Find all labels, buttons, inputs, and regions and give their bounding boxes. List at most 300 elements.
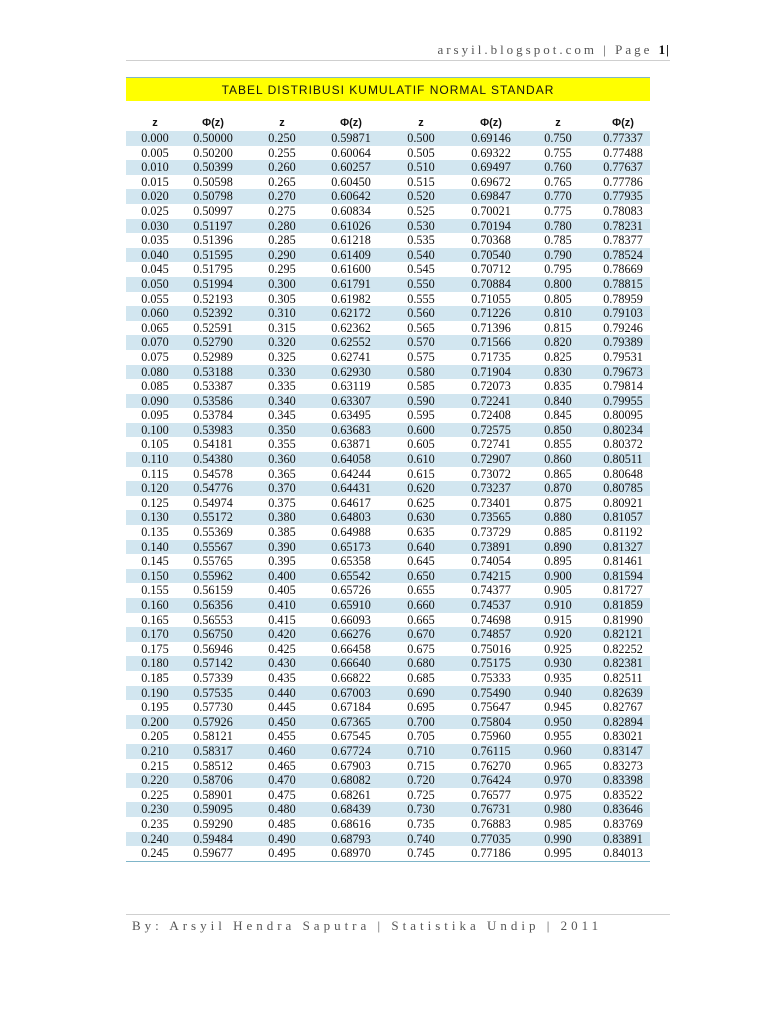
phi-value-cell: 0.67003 [322,686,380,701]
phi-value-cell: 0.75804 [462,715,520,730]
phi-value-cell: 0.75333 [471,670,511,685]
phi-value-cell: 0.51795 [193,262,233,277]
phi-value-cell: 0.60834 [331,203,371,218]
z-value-cell: 0.205 [141,729,169,744]
z-value-cell: 0.355 [268,437,296,452]
phi-value-cell: 0.73401 [471,495,511,510]
phi-value-cell: 0.77637 [596,160,650,175]
z-value-cell: 0.900 [520,569,596,584]
phi-value-cell: 0.79389 [596,335,650,350]
z-value-cell: 0.230 [126,802,184,817]
z-value-cell: 0.050 [126,277,184,292]
phi-value-cell: 0.72408 [471,408,511,423]
phi-value-cell: 0.59871 [322,131,380,146]
z-value-cell: 0.995 [520,846,596,861]
phi-value-cell: 0.79673 [596,365,650,380]
table-row [126,583,650,598]
phi-value-cell: 0.52392 [184,306,242,321]
z-value-cell: 0.145 [141,554,169,569]
footer-divider [126,914,670,915]
phi-value-cell: 0.58706 [184,773,242,788]
phi-value-cell: 0.55765 [193,554,233,569]
z-value-cell: 0.955 [544,729,572,744]
z-value-cell: 0.800 [520,277,596,292]
phi-value-cell: 0.72241 [462,394,520,409]
z-value-cell: 0.990 [520,832,596,847]
phi-value-cell: 0.73237 [462,481,520,496]
z-value-cell: 0.095 [141,408,169,423]
z-value-cell: 0.710 [380,744,462,759]
phi-value-cell: 0.56553 [193,612,233,627]
z-value-cell: 0.715 [407,758,435,773]
table-row [126,277,650,292]
column-header-z: z [279,116,285,129]
phi-value-cell: 0.63495 [331,408,371,423]
z-value-cell: 0.895 [544,554,572,569]
phi-value-cell: 0.76731 [462,802,520,817]
z-value-cell: 0.785 [544,233,572,248]
phi-value-cell: 0.63119 [331,379,371,394]
phi-value-cell: 0.63307 [322,394,380,409]
phi-value-cell: 0.78669 [603,262,643,277]
phi-value-cell: 0.71904 [462,365,520,380]
phi-value-cell: 0.82381 [596,656,650,671]
z-value-cell: 0.910 [520,598,596,613]
header-divider [126,60,670,61]
phi-value-cell: 0.53784 [193,408,233,423]
z-value-cell: 0.035 [141,233,169,248]
z-value-cell: 0.640 [380,540,462,555]
phi-value-cell: 0.55369 [193,525,233,540]
phi-value-cell: 0.58901 [193,787,233,802]
z-value-cell: 0.250 [242,131,322,146]
z-value-cell: 0.125 [141,495,169,510]
phi-value-cell: 0.68970 [322,846,380,861]
table-header-row [126,115,650,131]
z-value-cell: 0.735 [407,816,435,831]
phi-value-cell: 0.73565 [462,510,520,525]
z-value-cell: 0.295 [268,262,296,277]
phi-value-cell: 0.68793 [322,832,380,847]
z-value-cell: 0.200 [126,715,184,730]
phi-value-cell: 0.80785 [596,481,650,496]
phi-value-cell: 0.58121 [193,729,233,744]
z-value-cell: 0.825 [544,349,572,364]
phi-value-cell: 0.62741 [331,349,371,364]
z-value-cell: 0.740 [380,832,462,847]
z-value-cell: 0.530 [380,219,462,234]
phi-value-cell: 0.53387 [193,379,233,394]
page-footer: By: Arsyil Hendra Saputra | Statistika Undip | 2011 [132,918,603,933]
z-value-cell: 0.615 [407,466,435,481]
phi-value-cell: 0.81327 [596,540,650,555]
phi-value-cell: 0.68439 [322,802,380,817]
phi-value-cell: 0.54974 [193,495,233,510]
z-value-cell: 0.925 [544,641,572,656]
phi-value-cell: 0.64803 [322,510,380,525]
z-value-cell: 0.845 [544,408,572,423]
z-value-cell: 0.920 [520,627,596,642]
z-value-cell: 0.360 [242,452,322,467]
column-header-z: z [555,116,561,129]
phi-value-cell: 0.72073 [471,379,511,394]
z-value-cell: 0.860 [520,452,596,467]
z-value-cell: 0.075 [141,349,169,364]
z-value-cell: 0.045 [141,262,169,277]
table-row [126,817,650,832]
phi-value-cell: 0.76270 [471,758,511,773]
table-row [126,219,650,234]
table-row [126,773,650,788]
table-row [126,554,650,569]
phi-value-cell: 0.83147 [596,744,650,759]
phi-value-cell: 0.74054 [471,554,511,569]
table-row [126,175,650,190]
z-value-cell: 0.775 [544,203,572,218]
z-value-cell: 0.025 [141,203,169,218]
z-value-cell: 0.760 [520,160,596,175]
table-row [126,189,650,204]
phi-value-cell: 0.81594 [596,569,650,584]
table-row [126,204,650,219]
phi-value-cell: 0.79955 [596,394,650,409]
z-value-cell: 0.700 [380,715,462,730]
phi-value-cell: 0.72741 [471,437,511,452]
z-value-cell: 0.515 [407,174,435,189]
phi-value-cell: 0.69847 [462,189,520,204]
phi-value-cell: 0.56750 [184,627,242,642]
table-row [126,233,650,248]
z-value-cell: 0.945 [544,700,572,715]
phi-value-cell: 0.70194 [462,219,520,234]
page-label: Page [615,42,653,57]
z-value-cell: 0.310 [242,306,322,321]
phi-value-cell: 0.56159 [193,583,233,598]
z-value-cell: 0.465 [268,758,296,773]
phi-value-cell: 0.81859 [596,598,650,613]
phi-value-cell: 0.59290 [193,816,233,831]
z-value-cell: 0.420 [242,627,322,642]
phi-value-cell: 0.51994 [184,277,242,292]
table-row [126,788,650,803]
table-row [126,481,650,496]
phi-value-cell: 0.69497 [462,160,520,175]
z-value-cell: 0.815 [544,320,572,335]
phi-value-cell: 0.54776 [184,481,242,496]
z-value-cell: 0.965 [544,758,572,773]
z-value-cell: 0.435 [268,670,296,685]
phi-value-cell: 0.53586 [184,394,242,409]
z-value-cell: 0.335 [268,379,296,394]
z-value-cell: 0.265 [268,174,296,189]
phi-value-cell: 0.66640 [322,656,380,671]
phi-value-cell: 0.71226 [462,306,520,321]
phi-value-cell: 0.53188 [184,365,242,380]
z-value-cell: 0.670 [380,627,462,642]
phi-value-cell: 0.64988 [331,525,371,540]
phi-value-cell: 0.76577 [471,787,511,802]
z-value-cell: 0.455 [268,729,296,744]
z-value-cell: 0.170 [126,627,184,642]
z-value-cell: 0.795 [544,262,572,277]
z-value-cell: 0.665 [407,612,435,627]
phi-value-cell: 0.77337 [596,131,650,146]
phi-value-cell: 0.51197 [184,219,242,234]
z-value-cell: 0.725 [407,787,435,802]
table-row [126,146,650,161]
table-row [126,131,650,146]
z-value-cell: 0.040 [126,248,184,263]
phi-value-cell: 0.52989 [193,349,233,364]
phi-value-cell: 0.76424 [462,773,520,788]
phi-value-cell: 0.80372 [603,437,643,452]
z-value-cell: 0.555 [407,291,435,306]
phi-value-cell: 0.72575 [462,423,520,438]
phi-value-cell: 0.66276 [322,627,380,642]
phi-value-cell: 0.83273 [603,758,643,773]
z-value-cell: 0.060 [126,306,184,321]
z-value-cell: 0.985 [544,816,572,831]
phi-value-cell: 0.64431 [322,481,380,496]
column-header-phi: Φ(z) [202,116,224,129]
z-value-cell: 0.495 [242,846,322,861]
z-value-cell: 0.330 [242,365,322,380]
phi-value-cell: 0.70884 [462,277,520,292]
z-value-cell: 0.585 [407,379,435,394]
phi-value-cell: 0.50000 [184,131,242,146]
phi-value-cell: 0.74377 [471,583,511,598]
z-value-cell: 0.755 [544,145,572,160]
z-value-cell: 0.905 [544,583,572,598]
z-value-cell: 0.750 [520,131,596,146]
phi-value-cell: 0.82767 [603,700,643,715]
z-value-cell: 0.950 [520,715,596,730]
phi-value-cell: 0.66458 [331,641,371,656]
phi-value-cell: 0.61218 [331,233,371,248]
z-value-cell: 0.705 [407,729,435,744]
phi-value-cell: 0.70368 [471,233,511,248]
phi-value-cell: 0.62930 [322,365,380,380]
table-row [126,248,650,263]
z-value-cell: 0.015 [141,174,169,189]
z-value-cell: 0.370 [242,481,322,496]
phi-value-cell: 0.80921 [603,495,643,510]
z-value-cell: 0.375 [268,495,296,510]
phi-value-cell: 0.76115 [462,744,520,759]
table-row [126,540,650,555]
z-value-cell: 0.100 [126,423,184,438]
phi-value-cell: 0.77488 [603,145,643,160]
phi-value-cell: 0.74537 [462,598,520,613]
column-header-phi: Φ(z) [480,116,502,129]
z-value-cell: 0.630 [380,510,462,525]
table-row [126,292,650,307]
phi-value-cell: 0.54181 [193,437,233,452]
z-value-cell: 0.445 [268,700,296,715]
z-value-cell: 0.645 [407,554,435,569]
z-value-cell: 0.855 [544,437,572,452]
z-value-cell: 0.605 [407,437,435,452]
table-row [126,365,650,380]
z-value-cell: 0.290 [242,248,322,263]
phi-value-cell: 0.68082 [322,773,380,788]
phi-value-cell: 0.56946 [193,641,233,656]
z-value-cell: 0.980 [520,802,596,817]
table-row [126,642,650,657]
z-value-cell: 0.185 [141,670,169,685]
z-value-cell: 0.685 [407,670,435,685]
phi-value-cell: 0.78377 [603,233,643,248]
phi-value-cell: 0.51595 [184,248,242,263]
phi-value-cell: 0.57339 [193,670,233,685]
phi-value-cell: 0.62362 [331,320,371,335]
table-row [126,627,650,642]
table-row [126,306,650,321]
table-row [126,525,650,540]
z-value-cell: 0.975 [544,787,572,802]
phi-value-cell: 0.61791 [322,277,380,292]
z-value-cell: 0.660 [380,598,462,613]
z-value-cell: 0.110 [126,452,184,467]
z-value-cell: 0.225 [141,787,169,802]
z-value-cell: 0.470 [242,773,322,788]
phi-value-cell: 0.51396 [193,233,233,248]
z-value-cell: 0.765 [544,174,572,189]
z-value-cell: 0.365 [268,466,296,481]
z-value-cell: 0.460 [242,744,322,759]
phi-value-cell: 0.81057 [596,510,650,525]
z-value-cell: 0.305 [268,291,296,306]
z-value-cell: 0.150 [126,569,184,584]
phi-value-cell: 0.74698 [471,612,511,627]
table-title-bar [126,77,650,101]
phi-value-cell: 0.79531 [603,349,643,364]
column-header-phi: Φ(z) [612,116,634,129]
table-row [126,759,650,774]
phi-value-cell: 0.82252 [603,641,643,656]
normal-distribution-table [126,115,650,862]
z-value-cell: 0.770 [520,189,596,204]
z-value-cell: 0.165 [141,612,169,627]
phi-value-cell: 0.67545 [331,729,371,744]
z-value-cell: 0.595 [407,408,435,423]
table-row [126,613,650,628]
z-value-cell: 0.000 [126,131,184,146]
phi-value-cell: 0.65542 [322,569,380,584]
table-row [126,569,650,584]
phi-value-cell: 0.81990 [603,612,643,627]
phi-value-cell: 0.61600 [331,262,371,277]
site-name: arsyil.blogspot.com [437,42,597,57]
z-value-cell: 0.400 [242,569,322,584]
z-value-cell: 0.055 [141,291,169,306]
z-value-cell: 0.390 [242,540,322,555]
phi-value-cell: 0.65358 [331,554,371,569]
phi-value-cell: 0.71396 [471,320,511,335]
table-row [126,686,650,701]
phi-value-cell: 0.80648 [603,466,643,481]
z-value-cell: 0.140 [126,540,184,555]
z-value-cell: 0.245 [126,846,184,861]
z-value-cell: 0.405 [268,583,296,598]
table-row [126,452,650,467]
z-value-cell: 0.850 [520,423,596,438]
phi-value-cell: 0.81727 [603,583,643,598]
z-value-cell: 0.010 [126,160,184,175]
phi-value-cell: 0.64058 [322,452,380,467]
phi-value-cell: 0.76883 [471,816,511,831]
z-value-cell: 0.695 [407,700,435,715]
phi-value-cell: 0.59484 [184,832,242,847]
z-value-cell: 0.885 [544,525,572,540]
z-value-cell: 0.970 [520,773,596,788]
z-value-cell: 0.730 [380,802,462,817]
phi-value-cell: 0.80095 [603,408,643,423]
z-value-cell: 0.650 [380,569,462,584]
phi-value-cell: 0.50399 [184,160,242,175]
z-value-cell: 0.505 [407,145,435,160]
phi-value-cell: 0.57535 [184,686,242,701]
z-value-cell: 0.210 [126,744,184,759]
phi-value-cell: 0.77786 [603,174,643,189]
phi-value-cell: 0.84013 [596,846,650,861]
z-value-cell: 0.525 [407,203,435,218]
phi-value-cell: 0.55567 [184,540,242,555]
phi-value-cell: 0.78959 [603,291,643,306]
z-value-cell: 0.415 [268,612,296,627]
phi-value-cell: 0.81461 [603,554,643,569]
z-value-cell: 0.005 [141,145,169,160]
phi-value-cell: 0.70712 [471,262,511,277]
z-value-cell: 0.870 [520,481,596,496]
phi-value-cell: 0.78524 [596,248,650,263]
table-row [126,160,650,175]
z-value-cell: 0.840 [520,394,596,409]
phi-value-cell: 0.67184 [331,700,371,715]
z-value-cell: 0.915 [544,612,572,627]
phi-value-cell: 0.68616 [331,816,371,831]
z-value-cell: 0.340 [242,394,322,409]
z-value-cell: 0.450 [242,715,322,730]
z-value-cell: 0.780 [520,219,596,234]
phi-value-cell: 0.78815 [596,277,650,292]
z-value-cell: 0.635 [407,525,435,540]
phi-value-cell: 0.73729 [471,525,511,540]
phi-value-cell: 0.50798 [184,189,242,204]
page-header: arsyil.blogspot.com | Page 1| [437,42,670,57]
z-value-cell: 0.315 [268,320,296,335]
phi-value-cell: 0.78083 [603,203,643,218]
z-value-cell: 0.080 [126,365,184,380]
phi-value-cell: 0.79814 [603,379,643,394]
z-value-cell: 0.580 [380,365,462,380]
phi-value-cell: 0.83891 [596,832,650,847]
phi-value-cell: 0.54380 [184,452,242,467]
z-value-cell: 0.220 [126,773,184,788]
z-value-cell: 0.115 [141,466,169,481]
phi-value-cell: 0.71055 [471,291,511,306]
z-value-cell: 0.935 [544,670,572,685]
z-value-cell: 0.875 [544,495,572,510]
phi-value-cell: 0.79246 [603,320,643,335]
z-value-cell: 0.440 [242,686,322,701]
phi-value-cell: 0.60064 [331,145,371,160]
table-row [126,510,650,525]
phi-value-cell: 0.81192 [603,525,643,540]
z-value-cell: 0.570 [380,335,462,350]
phi-value-cell: 0.59095 [184,802,242,817]
table-row [126,715,650,730]
